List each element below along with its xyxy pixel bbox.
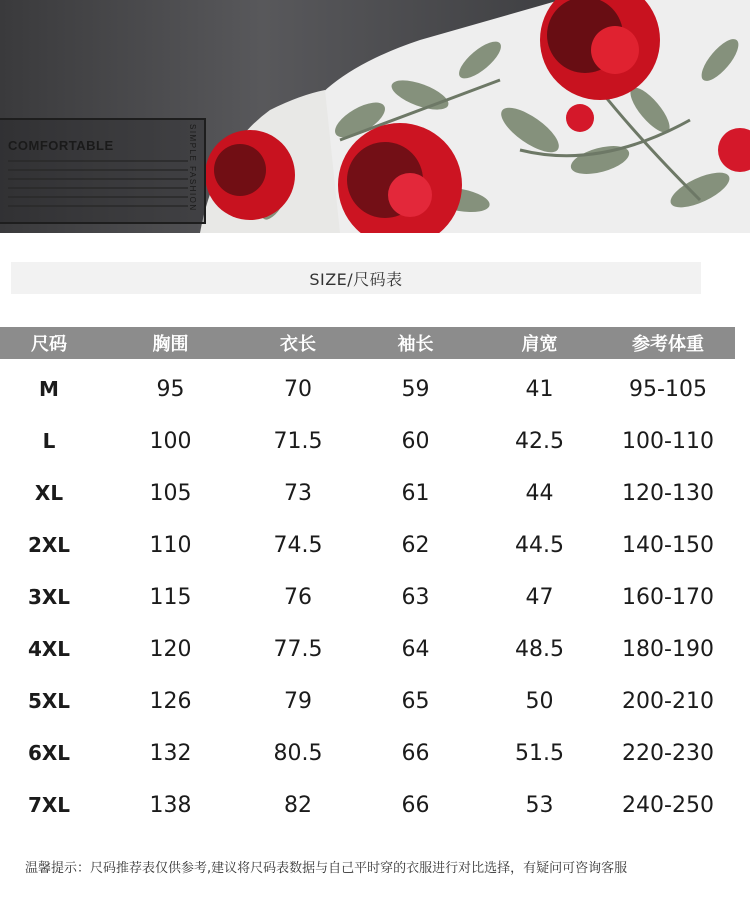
comfort-title: COMFORTABLE	[8, 138, 114, 153]
size-title-bar	[11, 262, 701, 294]
length-cell: 82	[284, 792, 312, 818]
chest-cell: 138	[149, 792, 192, 818]
length-cell: 79	[284, 688, 312, 714]
sleeve-cell: 60	[401, 428, 430, 454]
shoulder-cell: 51.5	[515, 740, 564, 766]
table-row	[0, 467, 735, 519]
shoulder-cell: 44	[525, 480, 554, 506]
table-row	[0, 727, 735, 779]
weight-cell: 220-230	[622, 740, 714, 766]
weight-cell: 240-250	[622, 792, 714, 818]
comfort-text-lines	[8, 160, 188, 214]
shoulder-cell: 41	[525, 376, 554, 402]
chest-cell: 95	[156, 376, 185, 402]
size-cell: 6XL	[27, 741, 71, 765]
length-cell: 77.5	[273, 636, 323, 662]
length-cell: 74.5	[273, 532, 323, 558]
weight-cell: 95-105	[629, 376, 707, 402]
sleeve-cell: 64	[401, 636, 430, 662]
header-chest: 胸围	[98, 327, 243, 359]
shoulder-cell: 48.5	[515, 636, 564, 662]
chest-cell: 110	[149, 532, 192, 558]
sleeve-cell: 65	[401, 688, 430, 714]
length-cell: 76	[284, 584, 312, 610]
header-size: 尺码	[0, 327, 98, 359]
shoulder-cell: 44.5	[515, 532, 564, 558]
shoulder-cell: 50	[525, 688, 554, 714]
size-cell: 4XL	[27, 637, 71, 661]
chest-cell: 132	[149, 740, 192, 766]
chest-cell: 105	[149, 480, 192, 506]
product-banner	[0, 0, 750, 233]
size-title: SIZE/尺码表	[309, 269, 403, 289]
shoulder-cell: 47	[525, 584, 554, 610]
chest-cell: 126	[149, 688, 192, 714]
weight-cell: 120-130	[622, 480, 714, 506]
sleeve-cell: 61	[401, 480, 430, 506]
chest-cell: 100	[149, 428, 192, 454]
sleeve-cell: 66	[401, 792, 430, 818]
weight-cell: 180-190	[622, 636, 714, 662]
header-shoulder: 肩宽	[478, 327, 601, 359]
weight-cell: 160-170	[622, 584, 714, 610]
size-cell: 3XL	[27, 585, 71, 609]
vertical-brand-text: SIMPLE FASHION	[188, 124, 197, 212]
sleeve-cell: 59	[401, 376, 430, 402]
length-cell: 70	[284, 376, 312, 402]
sleeve-cell: 62	[401, 532, 430, 558]
sleeve-cell: 63	[401, 584, 430, 610]
header-length: 衣长	[243, 327, 353, 359]
table-row	[0, 675, 735, 727]
length-cell: 71.5	[273, 428, 323, 454]
length-cell: 80.5	[273, 740, 323, 766]
size-cell: M	[39, 377, 59, 401]
chest-cell: 115	[149, 584, 192, 610]
table-row	[0, 571, 735, 623]
table-row	[0, 415, 735, 467]
comfort-label-box	[0, 118, 206, 224]
header-weight: 参考体重	[601, 327, 735, 359]
size-cell: L	[42, 429, 56, 453]
weight-cell: 140-150	[622, 532, 714, 558]
shoulder-cell: 42.5	[515, 428, 564, 454]
weight-cell: 200-210	[622, 688, 714, 714]
table-row	[0, 519, 735, 571]
size-table	[0, 327, 735, 831]
length-cell: 73	[284, 480, 312, 506]
size-cell: XL	[34, 481, 64, 505]
size-advice-note: 温馨提示：尺码推荐表仅供参考,建议将尺码表数据与自己平时穿的衣服进行对比选择，有疑问可咨询客服	[25, 861, 628, 876]
size-cell: 7XL	[27, 793, 71, 817]
table-row	[0, 623, 735, 675]
size-cell: 5XL	[27, 689, 71, 713]
table-row	[0, 359, 735, 415]
shoulder-cell: 53	[525, 792, 554, 818]
sleeve-cell: 66	[401, 740, 430, 766]
header-sleeve: 袖长	[353, 327, 478, 359]
size-cell: 2XL	[27, 533, 71, 557]
table-row	[0, 779, 735, 831]
table-header-row	[0, 327, 735, 359]
chest-cell: 120	[149, 636, 192, 662]
weight-cell: 100-110	[622, 428, 714, 454]
